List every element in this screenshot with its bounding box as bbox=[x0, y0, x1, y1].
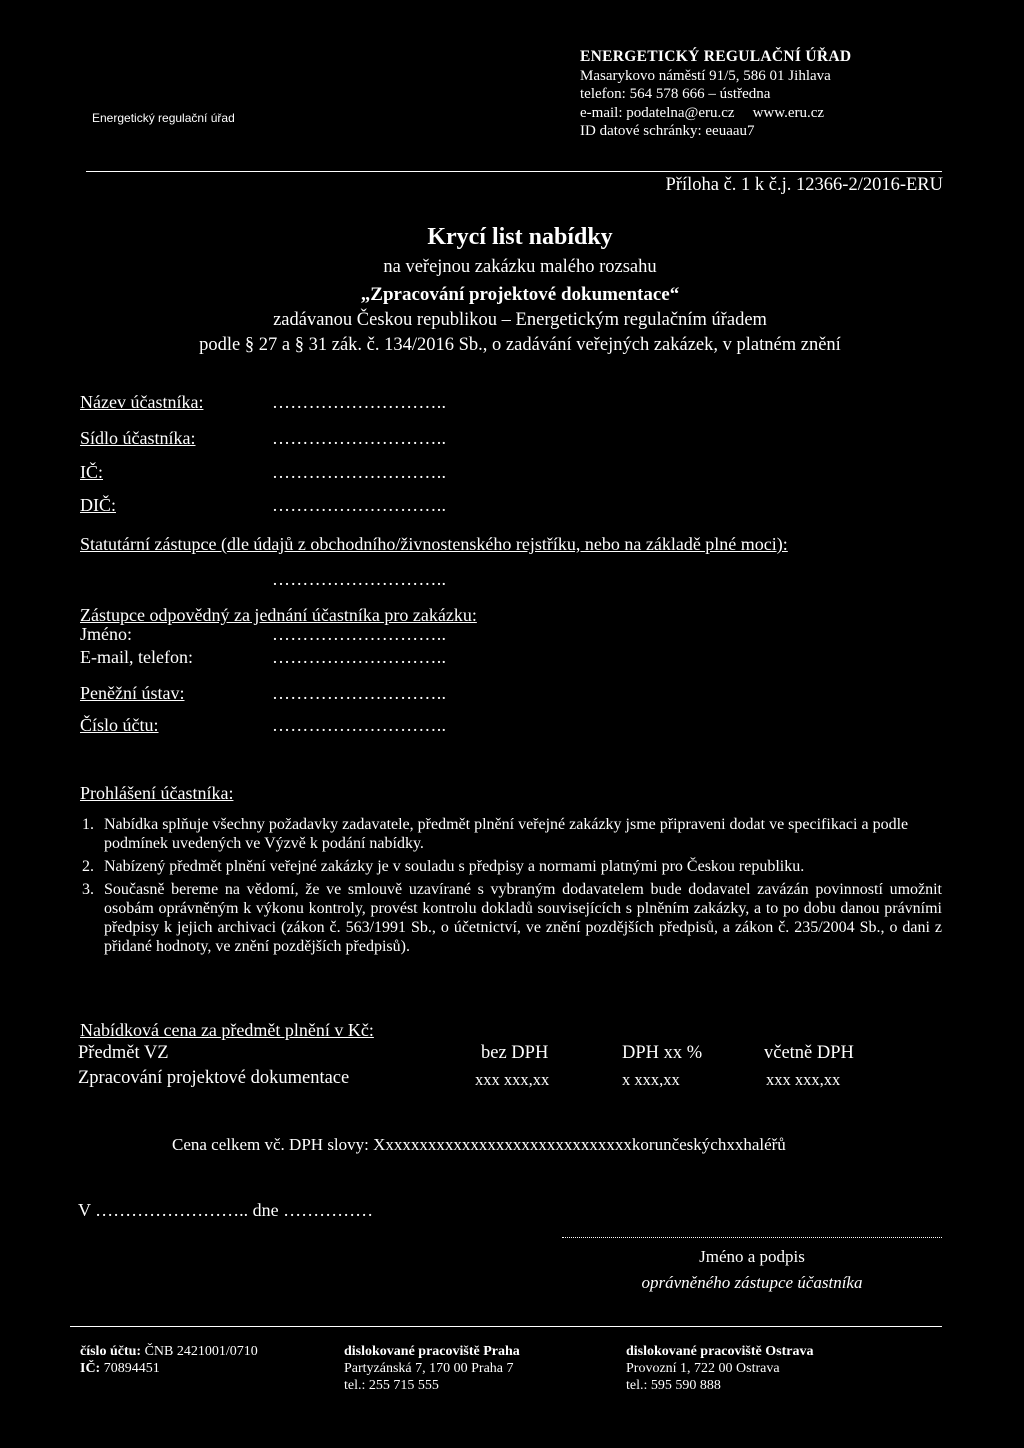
price-title: Nabídková cena za předmět plnění v Kč: bbox=[80, 1020, 374, 1040]
price-header-vat: DPH xx % bbox=[622, 1043, 703, 1063]
field-statutory[interactable]: ……………………….. bbox=[272, 569, 447, 589]
declaration-item-number: 1. bbox=[82, 816, 94, 833]
office-address: Masarykovo náměstí 91/5, 586 01 Jihlava bbox=[580, 67, 831, 84]
label-participant-seat: Sídlo účastníka: bbox=[80, 428, 196, 448]
declaration-item-number: 2. bbox=[82, 858, 94, 875]
price-header-without-vat: bez DPH bbox=[481, 1043, 549, 1063]
declaration-item-text: Nabídka splňuje všechny požadavky zadavatele, předmět plnění veřejné zakázky jsme připraveni dodat ve specifikaci a podle podmínek uvedených ve Výzvě k podání nabídky. bbox=[104, 816, 909, 852]
title-block bbox=[120, 224, 920, 356]
footer-account-value: ČNB 2421001/0710 bbox=[141, 1344, 258, 1359]
field-account[interactable]: ……………………….. bbox=[272, 715, 447, 735]
price-with-vat[interactable]: xxx xxx,xx bbox=[766, 1070, 841, 1089]
office-email-web bbox=[580, 104, 851, 123]
office-web-link[interactable]: www.eru.cz bbox=[752, 104, 825, 121]
document-title: Krycí list nabídky bbox=[427, 224, 613, 250]
field-bank[interactable]: ……………………….. bbox=[272, 683, 447, 703]
office-phone: telefon: 564 578 666 – ústředna bbox=[580, 86, 771, 102]
label-dic: DIČ: bbox=[80, 495, 116, 515]
declaration-list bbox=[82, 815, 942, 960]
office-contact-block bbox=[580, 48, 851, 141]
footer-account-info bbox=[80, 1343, 258, 1377]
footer-prague-address: Partyzánská 7, 170 00 Praha 7 bbox=[344, 1361, 514, 1376]
footer-ic-label: IČ: bbox=[80, 1361, 101, 1376]
field-person-name[interactable]: ……………………….. bbox=[272, 624, 447, 644]
price-total-words: Cena celkem vč. DPH slovy: Xxxxxxxxxxxxxxxxxxxxxxxxxxxxxxkorunčeskýchxxhaléřů bbox=[172, 1135, 786, 1154]
price-header-subject: Předmět VZ bbox=[78, 1043, 169, 1063]
footer-prague-phone: tel.: 255 715 555 bbox=[344, 1378, 439, 1393]
field-email-phone[interactable]: ……………………….. bbox=[272, 647, 447, 667]
declaration-item-text: Současně bereme na vědomí, že ve smlouvě uzavírané s vybraným dodavatelem bude dodavatel zavázán povinností umožnit osobám oprávněným k výkonu kontroly, provést kontrolu dokladů souvisejících s plněním zakázky, a to po dobu danou právními předpisy k jejich archivaci (zákon č. 563/1991 Sb., o účetnictví, ve znění pozdějších předpisů, a zákon č. 235/2004 Sb., o dani z přidané hodnoty, ve znění pozdějších předpisů). bbox=[104, 881, 942, 955]
title-line-5: podle § 27 a § 31 zák. č. 134/2016 Sb., o zadávání veřejných zakázek, v platném znění bbox=[199, 335, 841, 355]
footer-divider bbox=[70, 1326, 942, 1327]
project-name: „Zpracování projektové dokumentace“ bbox=[360, 284, 680, 305]
title-line-4: zadávanou Českou republikou – Energetickým regulačním úřadem bbox=[273, 310, 767, 330]
footer-account-label: číslo účtu: bbox=[80, 1344, 142, 1359]
logo-text: Energetický regulační úřad bbox=[92, 111, 235, 125]
footer-prague-office bbox=[344, 1343, 520, 1394]
price-header-with-vat: včetně DPH bbox=[764, 1043, 854, 1063]
title-line-2: na veřejnou zakázku malého rozsahu bbox=[383, 257, 657, 277]
footer-ostrava-phone: tel.: 595 590 888 bbox=[626, 1378, 721, 1393]
declaration-item-text: Nabízený předmět plnění veřejné zakázky je v souladu s předpisy a normami platnými pro Českou republiku. bbox=[104, 858, 805, 875]
label-participant-name: Název účastníka: bbox=[80, 392, 204, 412]
label-email-phone: E-mail, telefon: bbox=[80, 647, 193, 667]
label-bank: Peněžní ústav: bbox=[80, 683, 185, 703]
price-without-vat[interactable]: xxx xxx,xx bbox=[475, 1070, 550, 1089]
field-ic[interactable]: ……………………….. bbox=[272, 462, 447, 482]
signature-label: Jméno a podpis bbox=[699, 1247, 805, 1266]
signature-line bbox=[562, 1237, 942, 1238]
label-account: Číslo účtu: bbox=[80, 715, 159, 735]
footer-ostrava-office bbox=[626, 1343, 813, 1394]
price-subject: Zpracování projektové dokumentace bbox=[78, 1068, 350, 1088]
office-email[interactable]: e-mail: podatelna@eru.cz bbox=[580, 104, 735, 121]
field-dic[interactable]: ……………………….. bbox=[272, 495, 447, 515]
place-date-field[interactable]: V …………………….. dne …………… bbox=[78, 1200, 374, 1220]
footer-prague-title: dislokované pracoviště Praha bbox=[344, 1344, 520, 1359]
office-name: ENERGETICKÝ REGULAČNÍ ÚŘAD bbox=[580, 48, 852, 65]
label-statutory: Statutární zástupce (dle údajů z obchodního/živnostenského rejstříku, nebo na základě plné moci): bbox=[80, 534, 788, 554]
footer-ic-value: 70894451 bbox=[100, 1361, 160, 1376]
signature-role: oprávněného zástupce účastníka bbox=[641, 1273, 863, 1292]
price-vat[interactable]: x xxx,xx bbox=[622, 1070, 680, 1089]
signature-block bbox=[562, 1244, 942, 1296]
office-databox: ID datové schránky: eeuaau7 bbox=[580, 123, 755, 139]
declaration-item bbox=[82, 880, 942, 956]
label-ic: IČ: bbox=[80, 462, 104, 482]
label-representative: Zástupce odpovědný za jednání účastníka pro zakázku: bbox=[80, 605, 477, 625]
declaration-item bbox=[82, 857, 942, 876]
header-divider bbox=[86, 171, 942, 172]
field-participant-seat[interactable]: ……………………….. bbox=[272, 428, 447, 448]
reference-number: Příloha č. 1 k č.j. 12366-2/2016-ERU bbox=[665, 175, 943, 195]
declaration-title: Prohlášení účastníka: bbox=[80, 783, 234, 803]
declaration-item bbox=[82, 815, 942, 853]
footer-ostrava-title: dislokované pracoviště Ostrava bbox=[626, 1344, 814, 1359]
field-participant-name[interactable]: ……………………….. bbox=[272, 392, 447, 412]
label-person-name: Jméno: bbox=[80, 624, 132, 644]
footer-ostrava-address: Provozní 1, 722 00 Ostrava bbox=[626, 1361, 780, 1376]
declaration-item-number: 3. bbox=[82, 881, 94, 898]
